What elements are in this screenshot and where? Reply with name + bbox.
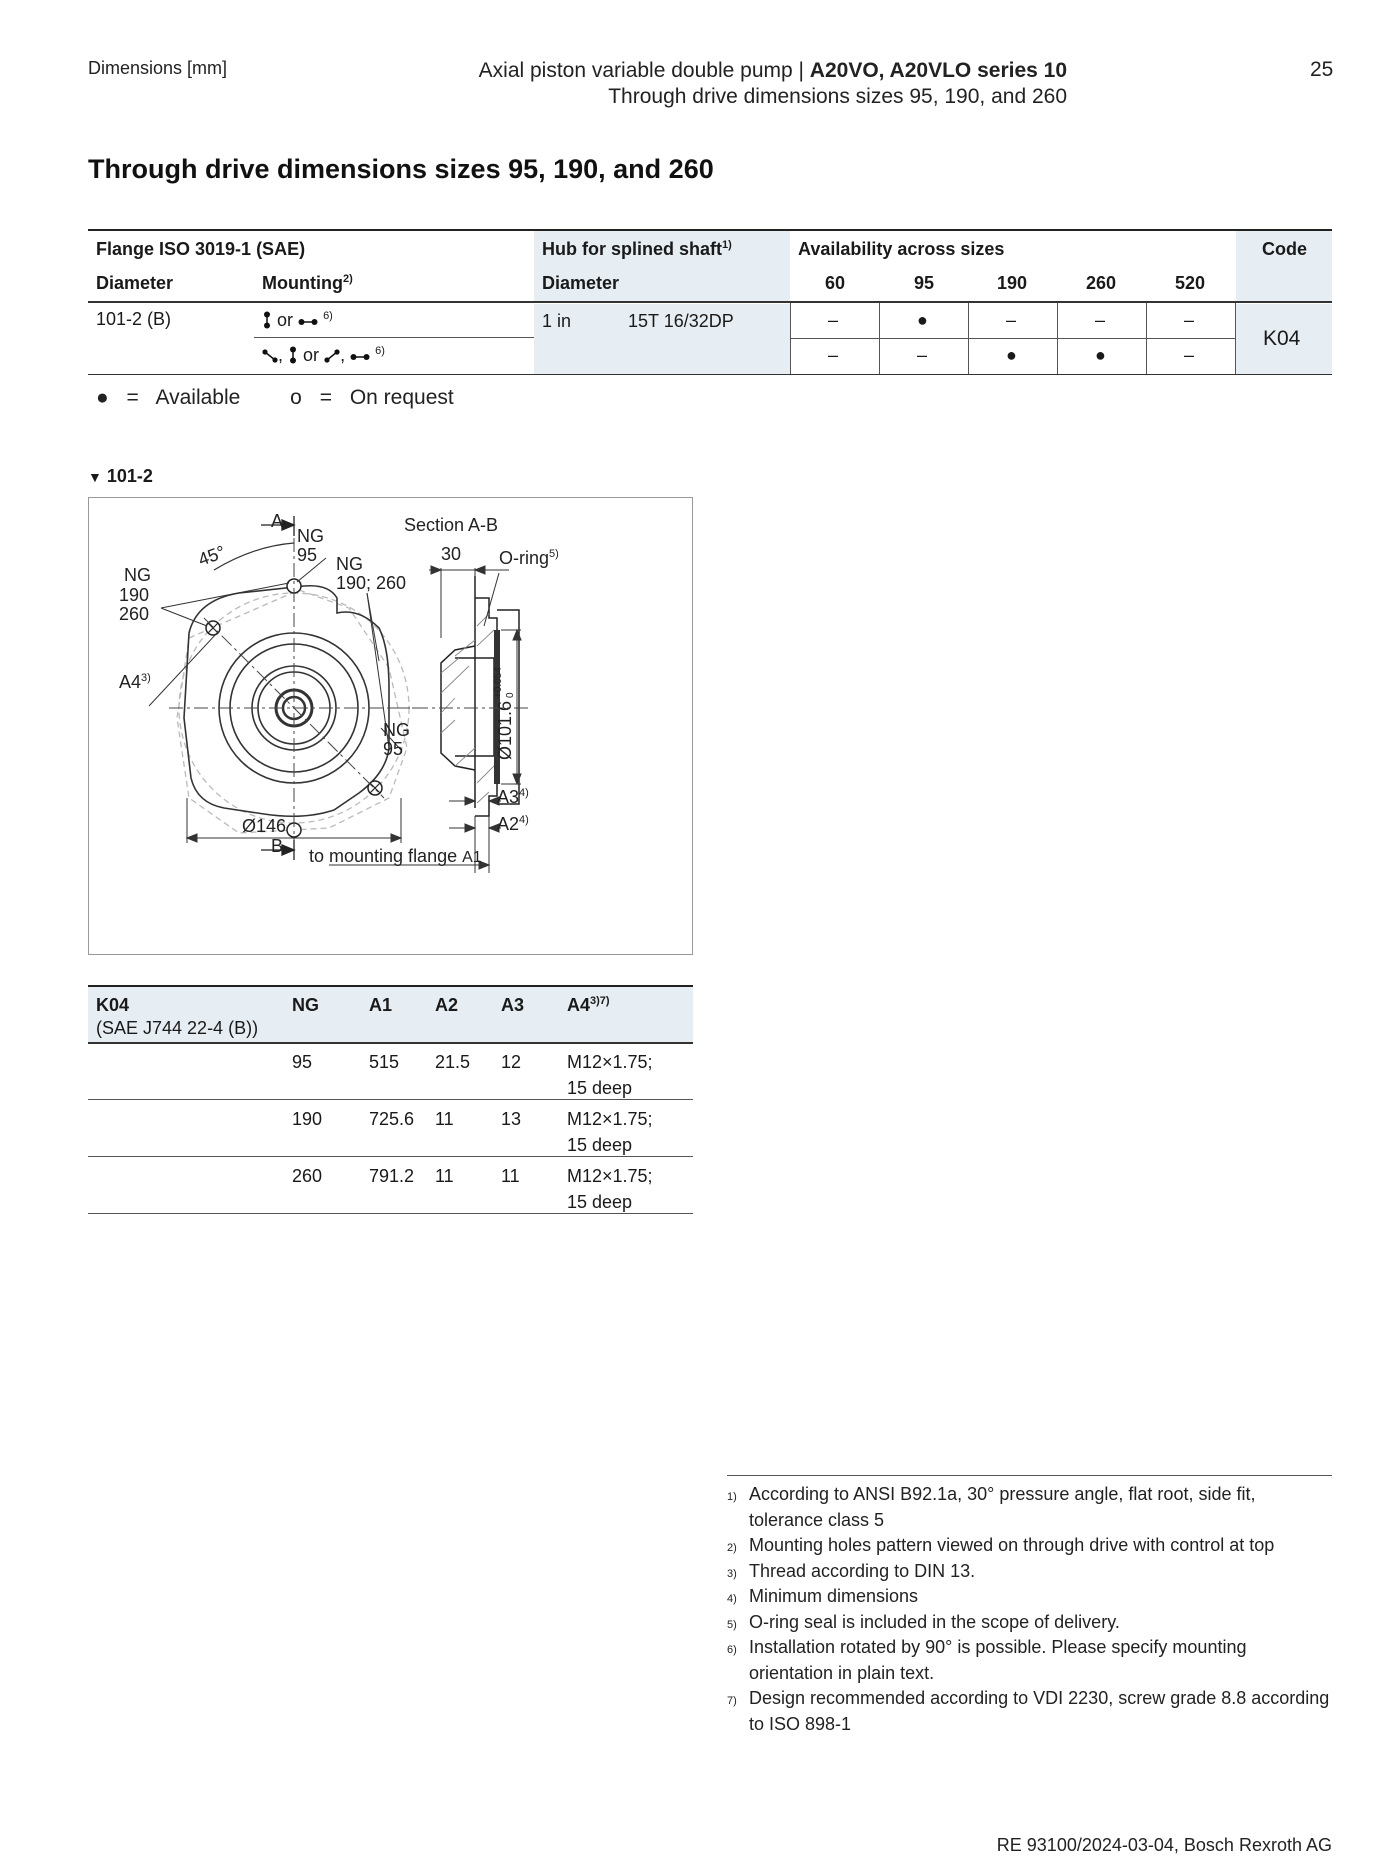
code-value: K04 — [1263, 327, 1301, 350]
on-request-symbol: o — [290, 386, 302, 409]
footnote-4: 4) Minimum dimensions — [727, 1586, 919, 1606]
label-ng-190-260: NG — [336, 554, 363, 574]
label-ng-95-top: NG — [297, 526, 324, 546]
footnote-3: 3) Thread according to DIN 13. — [727, 1560, 976, 1581]
avail-60-row1: – — [828, 310, 839, 330]
availability-legend: ● = Available o = On request — [96, 386, 454, 409]
size-190-header: 190 — [997, 273, 1028, 293]
mounting-header: Mounting$^{2)}$ — [262, 273, 353, 293]
svg-text:0: 0 — [505, 692, 516, 698]
label-b: B — [271, 836, 284, 856]
label-a3: A3$^{4)}$ — [497, 787, 529, 807]
size-520-header: 520 — [1175, 273, 1206, 293]
label-a2: A2$^{4)}$ — [497, 814, 529, 834]
diagonal-bolt-icon — [324, 349, 340, 363]
footnote-5: 5) O-ring seal is included in the scope of delivery. — [727, 1611, 1120, 1632]
product-series: A20VO, A20VLO series 10 — [809, 59, 1067, 82]
document-footer: RE 93100/2024-03-04, Bosch Rexroth AG — [996, 1835, 1332, 1855]
hub-diameter-header: Diameter — [542, 273, 620, 293]
k04-code: K04 — [96, 995, 130, 1015]
footnote-7: 7) Design recommended according to VDI 2230, screw grade 8.8 according to ISO 898-1 — [727, 1688, 1330, 1734]
mounting-option-2: , or , $^{6)}$ — [262, 345, 385, 366]
horizontal-bolt-icon — [298, 317, 318, 327]
size-60-header: 60 — [825, 273, 846, 293]
svg-text:190: 190 — [119, 585, 150, 605]
diagonal-bolt-icon — [262, 349, 278, 363]
col-ng: NG — [292, 995, 319, 1015]
avail-95-row2: – — [917, 345, 928, 365]
svg-text:260: 260 — [119, 604, 150, 624]
label-oring: O-ring$^{5)}$ — [499, 548, 559, 568]
svg-text:Ø101.6: Ø101.6 — [495, 700, 515, 760]
label-a: A — [271, 511, 284, 531]
avail-260-row2: ● — [1095, 345, 1106, 365]
page-title: Through drive dimensions sizes 95, 190, and 260 — [88, 154, 714, 184]
flange-header: Flange ISO 3019-1 (SAE) — [96, 239, 306, 259]
running-subtitle: Through drive dimensions sizes 95, 190, and 260 — [608, 85, 1067, 108]
horizontal-bolt-icon — [350, 352, 370, 362]
svg-text:95: 95 — [297, 545, 318, 565]
mounting-option-1: or $^{6)}$ — [262, 310, 333, 331]
flange-diameter: 101-2 (B) — [96, 309, 172, 329]
running-header — [479, 58, 1067, 110]
vertical-bolt-icon — [288, 346, 298, 364]
vertical-bolt-icon — [262, 311, 272, 329]
avail-260-row1: – — [1095, 310, 1106, 330]
drawing-canvas — [89, 498, 692, 954]
hub-spline: 15T 16/32DP — [628, 311, 734, 331]
on-request-label: On request — [349, 386, 454, 409]
footnote-2: 2) Mounting holes pattern viewed on through drive with control at top — [727, 1535, 1275, 1555]
technical-drawing — [88, 497, 693, 955]
avail-190-row1: – — [1006, 310, 1017, 330]
size-260-header: 260 — [1086, 273, 1117, 293]
product-prefix: Axial piston variable double pump | — [478, 59, 810, 82]
label-d101 — [493, 667, 516, 760]
footnote-1: 1) According to ANSI B92.1a, 30° pressure angle, flat root, side fit, tolerance class 5 — [727, 1484, 1256, 1530]
avail-95-row1: ● — [917, 310, 928, 330]
availability-header: Availability across sizes — [798, 239, 1005, 259]
figure-label: ▼ 101-2 — [88, 466, 153, 486]
avail-520-row2: – — [1184, 345, 1195, 365]
label-ng-95-bottom: NG — [383, 720, 410, 740]
svg-text:95: 95 — [383, 739, 404, 759]
diameter-header: Diameter — [96, 273, 174, 293]
page-number: 25 — [1310, 58, 1334, 81]
section-label: Dimensions [mm] — [88, 58, 228, 78]
col-a1: A1 — [369, 995, 393, 1015]
footnotes — [727, 1475, 1332, 1737]
avail-190-row2: ● — [1006, 345, 1017, 365]
hub-header: Hub for splined shaft$^{1)}$ — [542, 239, 732, 259]
col-a2: A2 — [435, 995, 459, 1015]
svg-text:+0.054: +0.054 — [493, 667, 504, 698]
col-a3: A3 — [501, 995, 525, 1015]
label-section: Section A-B — [404, 515, 499, 535]
available-symbol: ● — [96, 386, 109, 409]
available-label: Available — [155, 386, 241, 409]
label-d146: Ø146 — [242, 816, 287, 836]
label-to-flange: to mounting flange A1 — [309, 846, 482, 866]
footnote-6: 6) Installation rotated by 90° is possible. Please specify mounting orientation in plain text. — [727, 1637, 1247, 1683]
label-ng-left: NG — [124, 565, 151, 585]
label-a4: A4$^{3)}$ — [119, 672, 151, 692]
size-95-header: 95 — [914, 273, 935, 293]
col-a4: $A4^{3)7)}$ — [567, 995, 610, 1015]
svg-text:190; 260: 190; 260 — [336, 573, 407, 593]
label-30: 30 — [441, 544, 462, 564]
avail-60-row2: – — [828, 345, 839, 365]
label-angle: 45° — [195, 541, 228, 570]
avail-520-row1: – — [1184, 310, 1195, 330]
k04-standard: (SAE J744 22-4 (B)) — [96, 1018, 259, 1038]
hub-diameter: 1 in — [542, 311, 572, 331]
code-header: Code — [1262, 239, 1307, 259]
